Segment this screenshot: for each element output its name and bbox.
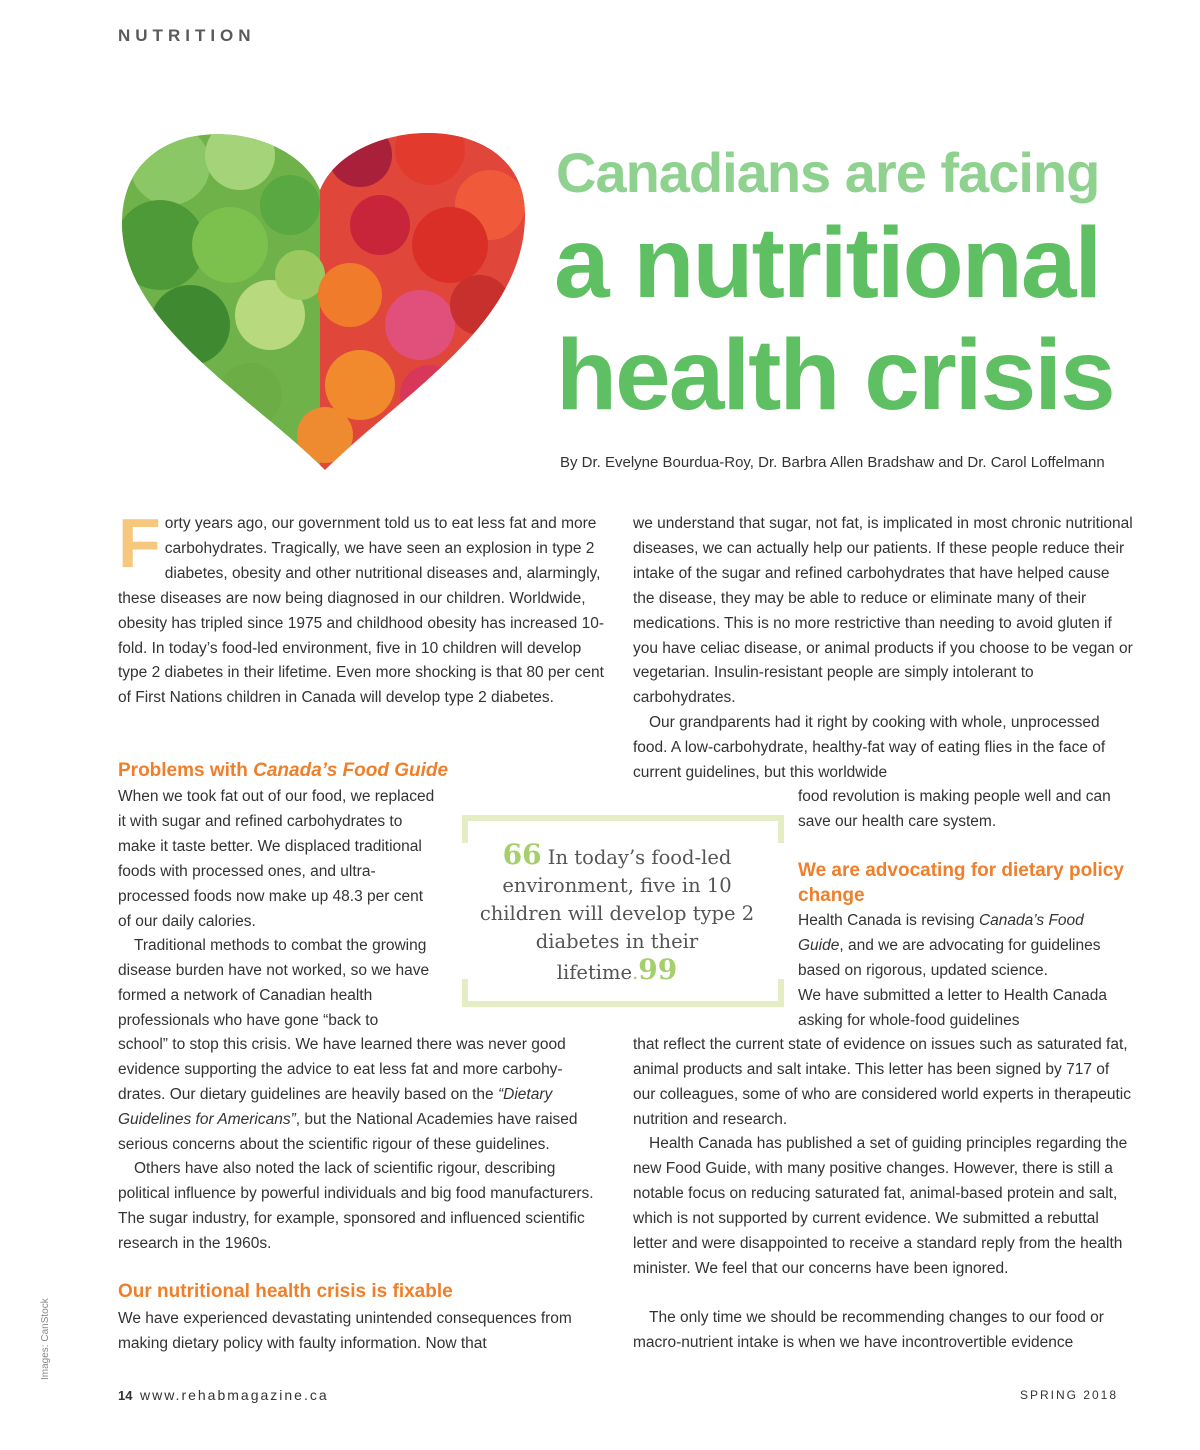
page-number: 14 (118, 1388, 133, 1403)
vegetable-heart-image (100, 95, 540, 485)
open-quote-mark: 66 (502, 838, 542, 871)
column2-paragraph-2: Our grandparents had it right by cooking with whole, unprocessed food. A low-carbohydrate, healthy-fat way of eating flies in the face of current guidelines, but this worldwide (633, 714, 1106, 781)
rigour-paragraph: Others have also noted the lack of scientific rigour, describing political influence by powerful individuals and big food manufacturers. The sugar industry, for example, sponsored and influenced scientific research in the 1960s. (118, 1160, 594, 1252)
letter-paragraph-cont: that reflect the current state of evidence on issues such as saturated fat, animal products and salt intake. This letter has been signed by 717 of our colleagues, some of who are considered world experts in therapeutic nutrition and research. (633, 1036, 1131, 1128)
advocating-paragraph (798, 909, 1128, 984)
close-quote-mark: 99 (638, 953, 678, 986)
food-guide-title: Canada’s Food Guide (798, 912, 1084, 954)
heading-prefix: Problems with (118, 760, 254, 781)
footer-issue: SPRING 2018 (1019, 1388, 1118, 1402)
title-line-3: health crisis (556, 319, 1114, 431)
intro-paragraph (118, 504, 606, 711)
final-paragraph: The only time we should be recommending changes to our food or macro-nutrient intake is when we have incontrovertible evidence (633, 1309, 1104, 1351)
quote-period: . (632, 961, 639, 984)
section-label: NUTRITION (118, 26, 256, 45)
title-line-2: a nutritional (554, 207, 1101, 319)
byline: By Dr. Evelyne Bourdua-Roy, Dr. Barbra Allen Bradshaw and Dr. Carol Loffelmann (560, 454, 1105, 471)
column2-paragraph-1: we understand that sugar, not fat, is implicated in most chronic nutritional diseases, we can actually help our patients. If these people reduce their intake of the sugar and refined carbohydrates that have helped cause the disease, they may be able to reduce or eliminate many of their medications. This is no more restrictive than needing to avoid gluten if you have celiac disease, or animal products if you choose to be vegan or vegetarian. Insulin-resistant people are simply intolerant to carbohydrates. (633, 515, 1133, 707)
pull-quote (462, 815, 772, 1007)
text-segment: school” to stop this crisis. We have learned there was never good evidence supporting the advice to eat less fat and more carbohy-drates. Our dietary guidelines are heavily based on the (118, 1036, 566, 1103)
text-segment: , and we are advocating for guidelines based on rigorous, updated science. (798, 936, 1101, 979)
footer-url[interactable]: www.rehabmagazine.ca (140, 1387, 329, 1403)
heading-em: Canada’s Food Guide (253, 760, 449, 781)
text-segment: Health Canada is revising (798, 912, 979, 929)
guiding-principles-paragraph: Health Canada has published a set of guiding principles regarding the new Food Guide, with many positive changes. However, there is still a notable focus on reducing saturated fat, animal-based protein and salt, which is not supported by current evidence. We submitted a rebuttal letter and were disappointed to receive a standard reply from the health minister. We feel that our concerns have been ignored. (633, 1135, 1128, 1277)
section-heading-food-guide (118, 760, 606, 782)
title-line-1: Canadians are facing (556, 141, 1100, 204)
guidelines-title: “Dietary Guidelines for Americans” (118, 1085, 553, 1128)
quote-body: In today’s food-led environment, five in 10 children will develop type 2 diabetes in their lifetime (479, 846, 755, 984)
text-segment: , but the National Academies have raised serious concerns about the scientific rigour of these guidelines. (118, 1110, 578, 1153)
pull-quote-text (478, 838, 756, 987)
column2-paragraph-2-cont: food revolution is making people well and can save our health care system. (798, 788, 1111, 830)
traditional-methods-paragraph: Traditional methods to combat the growing disease burden have not worked, so we have formed a network of Canadian health professionals who have gone “back to (118, 937, 430, 1029)
food-guide-paragraph: When we took fat out of our food, we replaced it with sugar and refined carbohydrates to make it taste better. We displaced traditional foods with processed ones, and ultra-processed foods now make up 48.3 per cent of our daily calories. (118, 788, 435, 930)
letter-paragraph: We have submitted a letter to Health Canada asking for whole-food guidelines (798, 987, 1108, 1029)
section-heading-fixable: Our nutritional health crisis is fixable (118, 1281, 453, 1302)
section-heading-advocating: We are advocating for dietary policy change (798, 860, 1124, 906)
fixable-paragraph: We have experienced devastating unintended consequences from making dietary policy with faulty information. Now that (118, 1310, 572, 1352)
intro-text: orty years ago, our government told us to eat less fat and more carbohydrates. Tragically, we have seen an explosion in type 2 diabetes, obesity and other nutritional diseases and, alarmingly, these diseases are now being diagnosed in our children. Worldwide, obesity has tripled since 1975 and childhood obesity has increased 10-fold. In today’s food-led environment, five in 10 children will develop type 2 diabetes in their lifetime. Even more shocking is that 80 per cent of First Nations children in Canada will develop type 2 diabetes. (118, 515, 604, 707)
image-credit: Images: CanStock (40, 1298, 51, 1380)
drop-cap: F (118, 504, 161, 582)
back-to-school-paragraph (118, 1033, 606, 1158)
